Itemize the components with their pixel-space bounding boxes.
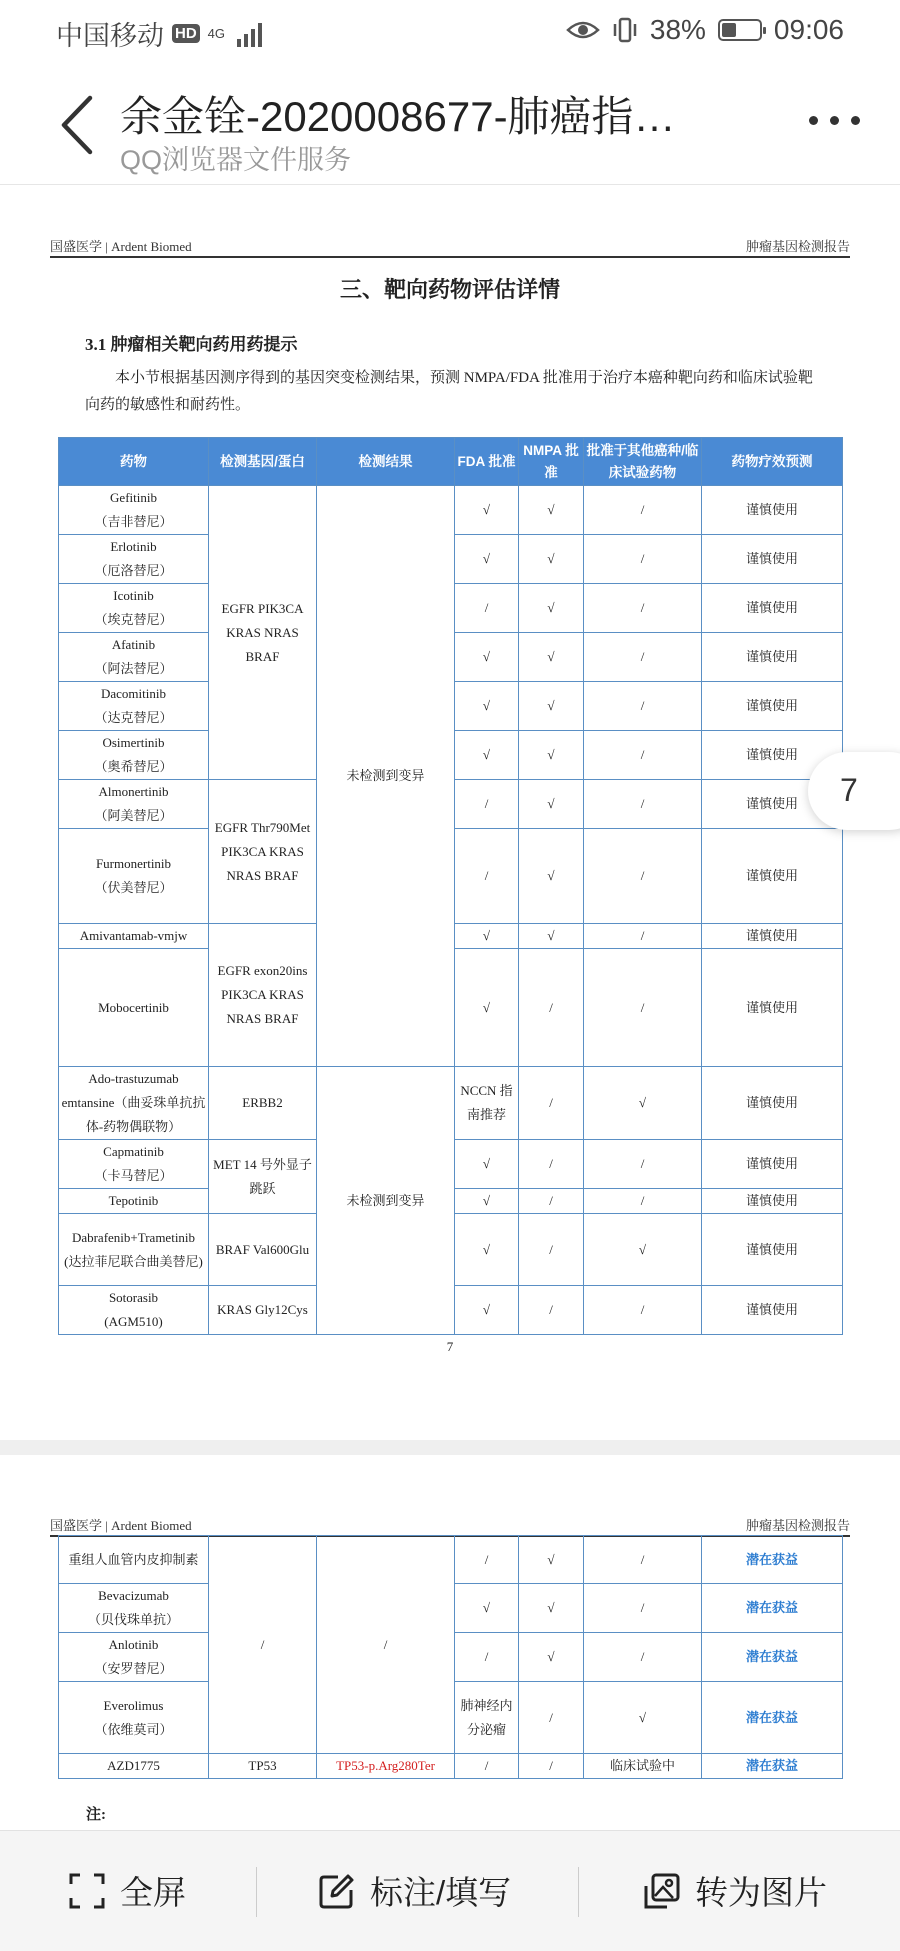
- other-cell: /: [584, 780, 702, 829]
- page-gap: [0, 1440, 900, 1455]
- efficacy-cell: 谨慎使用: [702, 1067, 843, 1140]
- result-cell: TP53-p.Arg280Ter: [317, 1754, 455, 1779]
- drug-cn: （阿美替尼）: [94, 808, 173, 823]
- efficacy-cell: 潜在获益: [702, 1536, 843, 1584]
- drug-cell: [59, 486, 209, 535]
- other-cell: /: [584, 682, 702, 731]
- nmpa-cell: /: [519, 1682, 584, 1754]
- battery-icon: [718, 19, 762, 41]
- other-cell: /: [584, 1286, 702, 1335]
- nmpa-cell: √: [519, 1536, 584, 1584]
- other-cell: /: [584, 1189, 702, 1214]
- fda-cell: √: [455, 682, 519, 731]
- table-row: [59, 1536, 843, 1584]
- signal-icon: [237, 21, 262, 47]
- page-indicator[interactable]: [808, 752, 900, 830]
- page-number: 7: [446, 1339, 454, 1354]
- efficacy-cell: 潜在获益: [702, 1754, 843, 1779]
- col-header: 检测结果: [317, 438, 455, 486]
- fda-cell: 肺神经内分泌瘤: [455, 1682, 519, 1754]
- fda-cell: /: [455, 780, 519, 829]
- nmpa-cell: √: [519, 780, 584, 829]
- drug-cell: [59, 924, 209, 949]
- document-page-7: [0, 185, 900, 1440]
- nmpa-cell: √: [519, 1584, 584, 1633]
- edit-icon: [318, 1872, 356, 1910]
- nmpa-cell: √: [519, 486, 584, 535]
- nmpa-cell: √: [519, 1633, 584, 1682]
- document-title: 余金铨-2020008677-肺癌指…: [120, 93, 676, 140]
- network-type: 4G: [207, 26, 226, 41]
- drug-cn: emtansine（曲妥珠单抗抗体-药物偶联物）: [61, 1095, 206, 1134]
- drug-cell: [59, 633, 209, 682]
- fda-cell: √: [455, 1140, 519, 1189]
- clock: 09:06: [773, 14, 844, 45]
- other-cell: /: [584, 486, 702, 535]
- drug-name: Furmonertinib: [95, 856, 172, 871]
- carrier-name: 中国移动: [56, 21, 164, 51]
- nmpa-cell: /: [519, 1286, 584, 1335]
- fda-cell: √: [455, 1214, 519, 1286]
- page-header: [50, 232, 850, 258]
- drug-cell: [59, 1286, 209, 1335]
- drug-name: Gefitinib: [110, 490, 157, 505]
- efficacy-cell: 谨慎使用: [702, 535, 843, 584]
- fda-cell: √: [455, 924, 519, 949]
- header-left: 国盛医学 | Ardent Biomed: [50, 239, 192, 254]
- section-title: 三、靶向药物评估详情: [339, 277, 560, 302]
- efficacy-cell: 谨慎使用: [702, 633, 843, 682]
- gene-cell: MET 14 号外显子跳跃: [209, 1140, 317, 1214]
- nmpa-cell: /: [519, 1140, 584, 1189]
- drug-cn: （奥希替尼）: [94, 759, 173, 774]
- efficacy-cell: 谨慎使用: [702, 584, 843, 633]
- header-left: 国盛医学 | Ardent Biomed: [50, 1518, 192, 1533]
- drug-cell: [59, 731, 209, 780]
- drug-cell: [59, 584, 209, 633]
- gene-cell: EGFR PIK3CA KRAS NRAS BRAF: [209, 486, 317, 780]
- drug-cn: （达克替尼）: [94, 710, 173, 725]
- image-convert-icon: [643, 1872, 681, 1910]
- drug-cell: [59, 829, 209, 924]
- other-cell: √: [584, 1067, 702, 1140]
- gene-cell: ERBB2: [209, 1067, 317, 1140]
- table-row: [59, 1067, 843, 1140]
- efficacy-cell: 谨慎使用: [702, 780, 843, 829]
- drug-name: Sotorasib: [108, 1290, 159, 1305]
- drug-name: Afatinib: [111, 637, 156, 652]
- fda-cell: √: [455, 1584, 519, 1633]
- vibrate-icon: [612, 16, 638, 44]
- fullscreen-button[interactable]: [68, 1867, 186, 1914]
- fda-cell: √: [455, 949, 519, 1067]
- back-arrow-icon[interactable]: [52, 90, 112, 160]
- efficacy-cell: 谨慎使用: [702, 1214, 843, 1286]
- gene-cell: EGFR Thr790Met PIK3CA KRAS NRAS BRAF: [209, 780, 317, 924]
- drug-table-continued: [58, 1535, 843, 1779]
- other-cell: /: [584, 584, 702, 633]
- drug-cell: [59, 682, 209, 731]
- other-cell: √: [584, 1214, 702, 1286]
- nmpa-cell: √: [519, 731, 584, 780]
- other-cell: /: [584, 633, 702, 682]
- result-cell: /: [317, 1536, 455, 1754]
- drug-cn: （贝伐珠单抗）: [87, 1612, 179, 1627]
- efficacy-cell: 谨慎使用: [702, 1286, 843, 1335]
- col-header: 药物: [59, 438, 209, 486]
- nmpa-cell: √: [519, 584, 584, 633]
- efficacy-cell: 谨慎使用: [702, 1189, 843, 1214]
- result-cell: 未检测到变异: [317, 486, 455, 1067]
- fda-cell: √: [455, 731, 519, 780]
- efficacy-cell: 潜在获益: [702, 1584, 843, 1633]
- table-row: [59, 1754, 843, 1779]
- drug-name: Icotinib: [113, 588, 154, 603]
- drug-cell: [59, 1067, 209, 1140]
- nmpa-cell: √: [519, 924, 584, 949]
- drug-name: Erlotinib: [110, 539, 157, 554]
- drug-cn: （阿法替尼）: [94, 661, 173, 676]
- drug-name: Amivantamab-vmjw: [79, 928, 188, 943]
- toolbar-divider: [578, 1867, 579, 1917]
- fda-cell: √: [455, 535, 519, 584]
- page-indicator-number: 7: [840, 772, 858, 808]
- drug-cn: (AGM510): [104, 1314, 163, 1329]
- convert-to-image-button[interactable]: [643, 1867, 827, 1914]
- drug-name: Bevacizumab: [98, 1588, 169, 1603]
- drug-cell: [59, 1214, 209, 1286]
- gene-cell: /: [209, 1536, 317, 1754]
- efficacy-cell: 谨慎使用: [702, 829, 843, 924]
- fda-cell: √: [455, 1286, 519, 1335]
- bottom-toolbar: [0, 1830, 900, 1951]
- convert-label: 转为图片: [695, 1874, 827, 1911]
- drug-cell: [59, 780, 209, 829]
- note-label: 注:: [86, 1807, 106, 1823]
- drug-cn: （卡马替尼）: [94, 1168, 173, 1183]
- other-cell: /: [584, 949, 702, 1067]
- drug-cell: [59, 1682, 209, 1754]
- other-cell: /: [584, 1536, 702, 1584]
- drug-cell: [59, 1140, 209, 1189]
- other-cell: /: [584, 1140, 702, 1189]
- document-source: QQ浏览器文件服务: [120, 145, 352, 175]
- drug-cell: [59, 535, 209, 584]
- other-cell: √: [584, 1682, 702, 1754]
- efficacy-cell: 潜在获益: [702, 1682, 843, 1754]
- fda-cell: /: [455, 829, 519, 924]
- drug-name: Ado-trastuzumab: [88, 1071, 179, 1086]
- drug-name: Osimertinib: [102, 735, 165, 750]
- drug-cell: AZD1775: [59, 1754, 209, 1779]
- col-header: 批准于其他癌种/临床试验药物: [584, 438, 702, 486]
- other-cell: /: [584, 924, 702, 949]
- other-cell: /: [584, 731, 702, 780]
- nmpa-cell: /: [519, 1067, 584, 1140]
- efficacy-cell: 谨慎使用: [702, 1140, 843, 1189]
- title-bar: [0, 64, 900, 185]
- drug-cell: 重组人血管内皮抑制素: [59, 1536, 209, 1584]
- intro-paragraph: 本小节根据基因测序得到的基因突变检测结果，预测 NMPA/FDA 批准用于治疗本癌种靶向药和临床试验靶向药的敏感性和耐药性。: [85, 370, 813, 413]
- drug-name: Tepotinib: [108, 1193, 159, 1208]
- fda-cell: /: [455, 584, 519, 633]
- nmpa-cell: /: [519, 1189, 584, 1214]
- fda-cell: NCCN 指南推荐: [455, 1067, 519, 1140]
- nmpa-cell: /: [519, 1754, 584, 1779]
- drug-name: Almonertinib: [98, 784, 169, 799]
- fullscreen-label: 全屏: [120, 1874, 186, 1911]
- drug-name: Capmatinib: [103, 1144, 164, 1159]
- status-bar: [0, 0, 900, 64]
- efficacy-cell: 谨慎使用: [702, 682, 843, 731]
- fda-cell: √: [455, 1189, 519, 1214]
- efficacy-cell: 谨慎使用: [702, 486, 843, 535]
- other-cell: 临床试验中: [584, 1754, 702, 1779]
- drug-cn: （依维莫司）: [94, 1721, 173, 1737]
- fda-cell: √: [455, 486, 519, 535]
- efficacy-cell: 谨慎使用: [702, 924, 843, 949]
- nmpa-cell: √: [519, 829, 584, 924]
- nmpa-cell: √: [519, 682, 584, 731]
- status-right: [566, 14, 844, 46]
- efficacy-cell: 谨慎使用: [702, 731, 843, 780]
- hd-badge: HD: [172, 24, 200, 43]
- other-cell: /: [584, 1584, 702, 1633]
- drug-name: Dacomitinib: [101, 686, 166, 701]
- drug-cn: （伏美替尼）: [94, 880, 173, 895]
- table-header-row: [59, 438, 843, 486]
- drug-cn: （埃克替尼）: [94, 612, 173, 627]
- result-cell: 未检测到变异: [317, 1067, 455, 1335]
- gene-cell: EGFR exon20ins PIK3CA KRAS NRAS BRAF: [209, 924, 317, 1067]
- toolbar-divider: [256, 1867, 257, 1917]
- col-header: NMPA 批准: [519, 438, 584, 486]
- nmpa-cell: /: [519, 1214, 584, 1286]
- annotate-button[interactable]: [318, 1867, 511, 1914]
- subsection-title: 3.1 肿瘤相关靶向药用药提示: [85, 335, 298, 354]
- nmpa-cell: √: [519, 535, 584, 584]
- drug-cn: （厄洛替尼）: [94, 563, 173, 578]
- eye-icon: [566, 18, 600, 42]
- col-header: FDA 批准: [455, 438, 519, 486]
- fda-cell: √: [455, 633, 519, 682]
- fullscreen-icon: [68, 1872, 106, 1910]
- col-header: 药物疗效预测: [702, 438, 843, 486]
- drug-name: Mobocertinib: [98, 999, 169, 1015]
- more-options-icon[interactable]: [809, 116, 860, 125]
- other-cell: /: [584, 1633, 702, 1682]
- drug-cell: [59, 1189, 209, 1214]
- drug-cell: [59, 1633, 209, 1682]
- drug-cell: [59, 949, 209, 1067]
- drug-table: [58, 437, 843, 1335]
- drug-cn: （安罗替尼）: [94, 1661, 173, 1676]
- drug-cn: （吉非替尼）: [94, 514, 173, 529]
- header-right: 肿瘤基因检测报告: [745, 1518, 850, 1533]
- drug-cn: (达拉菲尼联合曲美替尼): [64, 1253, 203, 1269]
- fda-cell: /: [455, 1536, 519, 1584]
- header-right: 肿瘤基因检测报告: [745, 239, 850, 254]
- gene-cell: KRAS Gly12Cys: [209, 1286, 317, 1335]
- drug-cell: [59, 1584, 209, 1633]
- table-row: [59, 486, 843, 535]
- battery-percent: 38%: [649, 14, 706, 45]
- status-left: [56, 14, 262, 53]
- nmpa-cell: /: [519, 949, 584, 1067]
- gene-cell: BRAF Val600Glu: [209, 1214, 317, 1286]
- efficacy-cell: 潜在获益: [702, 1633, 843, 1682]
- drug-name: Everolimus: [103, 1697, 164, 1713]
- other-cell: /: [584, 829, 702, 924]
- fda-cell: /: [455, 1633, 519, 1682]
- other-cell: /: [584, 535, 702, 584]
- fda-cell: /: [455, 1754, 519, 1779]
- gene-cell: TP53: [209, 1754, 317, 1779]
- document-page-8: [0, 1455, 900, 1845]
- drug-name: Dabrafenib+Trametinib: [71, 1229, 196, 1245]
- col-header: 检测基因/蛋白: [209, 438, 317, 486]
- page-header: [50, 1511, 850, 1537]
- efficacy-cell: 谨慎使用: [702, 949, 843, 1067]
- annotate-label: 标注/填写: [370, 1874, 512, 1911]
- drug-name: Anlotinib: [108, 1637, 159, 1652]
- nmpa-cell: √: [519, 633, 584, 682]
